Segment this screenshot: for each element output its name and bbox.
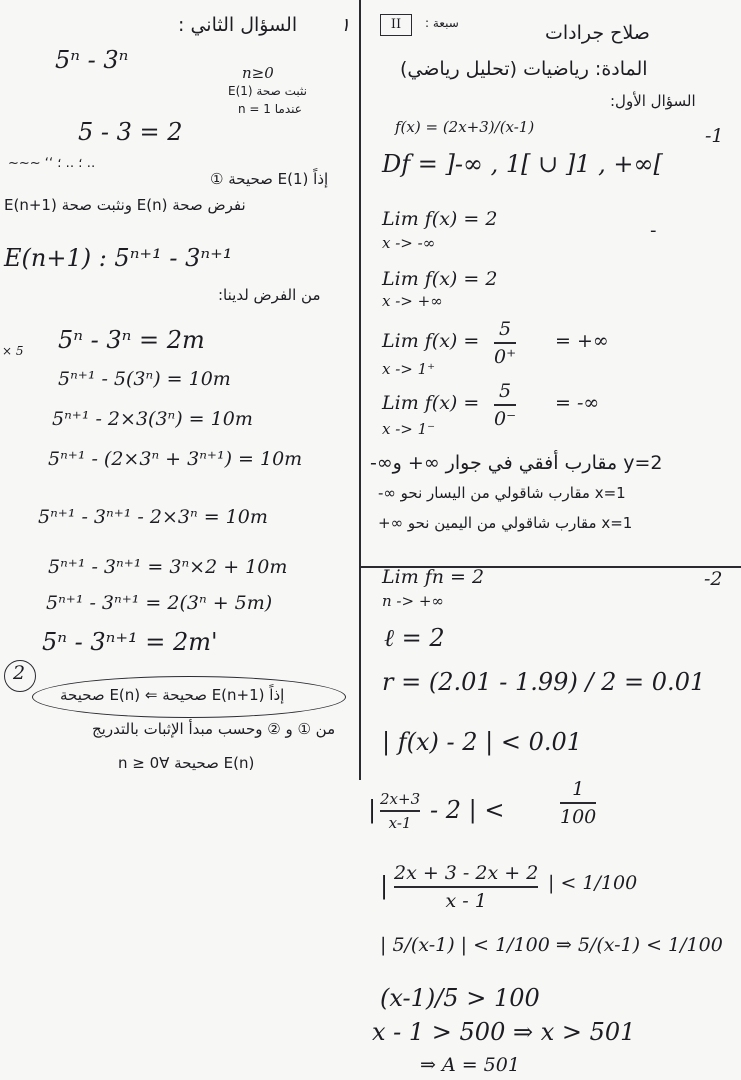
asymptote-vertical-right: x=1 مقارب شاقولي من اليمين نحو ∞+: [378, 514, 633, 532]
q1-title: السؤال الأول:: [610, 92, 696, 110]
asymptote-horizontal: y=2 مقارب أفقي في جوار ∞+ و∞-: [370, 452, 663, 474]
limit-4-num: 5: [499, 380, 512, 402]
column-divider: [359, 0, 361, 780]
conclusion-2: من ① و ② وحسب مبدأ الإثبات بالتدريج: [92, 720, 336, 738]
limit-3-left: Lim f(x) =: [382, 330, 480, 352]
inequality-2-num: 2x+3: [380, 790, 421, 808]
e-n-plus-1: E(n+1) : 5ⁿ⁺¹ - 3ⁿ⁺¹: [4, 244, 233, 272]
inequality-3-rhs: | < 1/100: [548, 872, 638, 894]
radius-equation: r = (2.01 - 1.99) / 2 = 0.01: [382, 668, 706, 696]
limit-3-result: = +∞: [555, 330, 609, 352]
function-definition: f(x) = (2x+3)/(x-1): [395, 118, 535, 136]
limit-3-sub: x -> 1⁺: [382, 360, 436, 378]
step-1: 5ⁿ - 3ⁿ = 2m: [58, 326, 205, 354]
limit-3-num: 5: [499, 318, 512, 340]
inequality-3-fraction: [394, 862, 538, 912]
inequality-2-den: x-1: [388, 813, 412, 832]
inequality-3-den: x - 1: [445, 889, 487, 912]
inequality-4: | 5/(x-1) | < 1/100 ⇒ 5/(x-1) < 1/100: [380, 934, 723, 956]
limit-4-den: 0⁻: [494, 407, 517, 430]
conclusion-1: إذاً E(n+1) صحيحة ⇐ E(n) صحيحة: [60, 686, 285, 704]
inequality-2-rhs: [560, 778, 596, 828]
when-n-equals-1: عندما n = 1: [238, 102, 302, 116]
circled-2-label: 2: [13, 662, 26, 684]
limit-2-sub: x -> +∞: [382, 292, 443, 310]
limit-2: Lim f(x) = 2: [382, 268, 498, 290]
inequality-1: | f(x) - 2 | < 0.01: [382, 728, 583, 756]
multiply-by-5-note: × 5: [2, 344, 24, 358]
step-7: 5ⁿ⁺¹ - 3ⁿ⁺¹ = 2(3ⁿ + 5m): [46, 592, 273, 614]
step-6: 5ⁿ⁺¹ - 3ⁿ⁺¹ = 3ⁿ×2 + 10m: [48, 556, 288, 578]
inequality-2-rest: - 2 | <: [430, 796, 505, 824]
inequality-2-rhs-den: 100: [560, 805, 597, 828]
header-label: سبعة :: [425, 16, 459, 30]
limit-4-sub: x -> 1⁻: [382, 420, 436, 438]
inequality-3-num: 2x + 3 - 2x + 2: [394, 862, 539, 884]
inequality-7: ⇒ A = 501: [420, 1054, 520, 1076]
prove-e1: نثبت صحة E(1): [228, 84, 307, 98]
inequality-6: x - 1 > 500 ⇒ x > 501: [372, 1018, 636, 1046]
asymptote-vertical-left: x=1 مقارب شاقولي من اليسار نحو ∞-: [378, 484, 626, 502]
base-case-calc: 5 - 3 = 2: [78, 118, 183, 146]
limit-3-den: 0⁺: [494, 345, 517, 368]
subject-line: المادة: رياضيات (تحليل رياضي): [400, 58, 648, 80]
limit-4-fraction: [494, 380, 516, 430]
inequality-5: (x-1)/5 > 100: [380, 984, 540, 1012]
step-8: 5ⁿ - 3ⁿ⁺¹ = 2m': [42, 628, 218, 656]
n-condition: n≥0: [242, 64, 274, 82]
step-2: 5ⁿ⁺¹ - 5(3ⁿ) = 10m: [58, 368, 231, 390]
domain-line: Df = ]-∞ , 1[ ∪ ]1 , +∞[: [382, 150, 663, 178]
abs-bar-open: |: [368, 796, 377, 824]
limit-value-l: ℓ = 2: [384, 624, 445, 652]
student-name: صلاح جرادات: [545, 22, 650, 44]
inequality-2-fraction: [380, 790, 420, 832]
part2-number: -2: [704, 568, 723, 590]
step-3: 5ⁿ⁺¹ - 2×3(3ⁿ) = 10m: [52, 408, 253, 430]
limit-4-left: Lim f(x) =: [382, 392, 480, 414]
limit-3-fraction: [494, 318, 516, 368]
inequality-2-rhs-num: 1: [572, 778, 585, 800]
dash-mark: -: [650, 220, 657, 241]
base-case-conclusion: إذاً E(1) صحيحة ①: [210, 170, 329, 188]
expression: 5ⁿ - 3ⁿ: [55, 46, 129, 74]
limit-5: Lim fn = 2: [382, 566, 485, 588]
abs-bar-open-2: |: [380, 872, 389, 900]
q2-title: السؤال الثاني :: [178, 14, 298, 36]
step-4: 5ⁿ⁺¹ - (2×3ⁿ + 3ⁿ⁺¹) = 10m: [48, 448, 303, 470]
step-5: 5ⁿ⁺¹ - 3ⁿ⁺¹ - 2×3ⁿ = 10m: [38, 506, 268, 528]
part1-number: -1: [705, 125, 724, 147]
limit-5-sub: n -> +∞: [382, 592, 444, 610]
q2-number: ١: [340, 14, 351, 36]
header-box: II: [380, 14, 412, 36]
from-assumption: من الفرض لدينا:: [218, 286, 321, 304]
crossed-out-scribble: ~~~ ʻʻ ؛ ‥ ؛ ‥: [8, 156, 96, 171]
induction-assumption: نفرض صحة E(n) ونثبت صحة E(n+1): [4, 196, 246, 214]
conclusion-3: E(n) صحيحة ∀n ≥ 0: [118, 754, 255, 772]
limit-4-result: = -∞: [555, 392, 600, 414]
limit-1: Lim f(x) = 2: [382, 208, 498, 230]
limit-1-sub: x -> -∞: [382, 234, 436, 252]
